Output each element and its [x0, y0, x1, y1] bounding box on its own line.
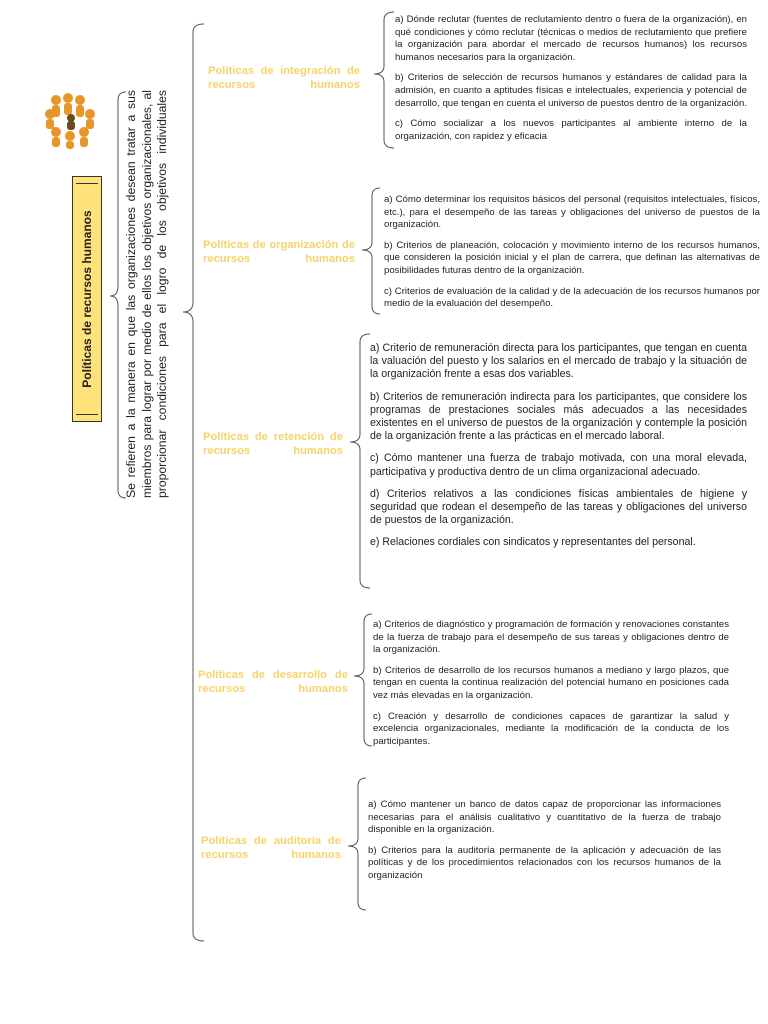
list-item: c) Cómo mantener una fuerza de trabajo motivada, con una moral elevada, participativa y productiva dentro de un clima organizacional adecuado.: [370, 452, 747, 478]
list-item: a) Cómo determinar los requisitos básicos del personal (requisitos intelectuales, físicos, etc.), para el desempeño de las tareas y obligaciones del universo de puestos de la organización.: [384, 194, 760, 231]
list-item: d) Criterios relativos a las condiciones físicas ambientales de higiene y seguridad que rodean el desempeño de las tareas y obligaciones del universo de puestos de la organización.: [370, 487, 747, 527]
definition-text: Se refieren a la manera en que las organizaciones desean tratar a sus miembros para lograr por medio de ellos los objetivos organizacionales, al proporcionar condiciones para el logro de los objetivos individuales: [124, 90, 169, 498]
items-desarrollo: [373, 619, 729, 756]
diagram-title: Políticas de recursos humanos: [80, 210, 94, 388]
items-integracion: [395, 14, 747, 151]
list-item: a) Criterios de diagnóstico y programación de formación y renovaciones constantes de la fuerza de trabajo para el desempeño de sus tareas y obligaciones dentro de la organización.: [373, 619, 729, 656]
list-item: c) Creación y desarrollo de condiciones capaces de garantizar la salud y excelencia organizacionales, mediante la modificación de la conducta de los participantes.: [373, 710, 729, 747]
items-retencion: [370, 342, 747, 559]
items-auditoria: [368, 799, 721, 891]
brace-policy-desarrollo: [354, 614, 372, 746]
list-item: b) Criterios de planeación, colocación y movimiento interno de los recursos humanos, que consideren la posición inicial y el plan de carrera, que definan las alternativas de posibilidades futuras dentro de la organización.: [384, 239, 760, 276]
list-item: b) Criterios de desarrollo de los recursos humanos a mediano y largo plazos, que tengan en cuenta la continua realización del potencial humano en posiciones cada vez más elevadas en la organización.: [373, 664, 729, 701]
policy-label-retencion: Políticas de retención de recursos humanos: [203, 431, 343, 457]
policy-label-integracion: Políticas de integración de recursos humanos: [208, 65, 360, 91]
list-item: b) Criterios de selección de recursos humanos y estándares de calidad para la admisión, en cuanto a aptitudes físicas e intelectuales, experiencia y potencial de desarrollo, que tengan en cuenta el universo de puestos dentro de la organización.: [395, 72, 748, 109]
list-item: a) Criterio de remuneración directa para los participantes, que tengan en cuenta la valuación del puesto y los salarios en el mercado de trabajo y la situación de la organización frente a esas dos variables.: [370, 342, 747, 381]
list-item: a) Dónde reclutar (fuentes de reclutamiento dentro o fuera de la organización), en qué condiciones y cómo reclutar (técnicas o medios de reclutamiento que prefiere la organización para abordar el mercado de recursos humanos) los recursos humanos necesarios para la organización.: [395, 14, 747, 63]
list-item: c) Cómo socializar a los nuevos participantes al ambiente interno de la organización, con rapidez y eficacia: [395, 118, 747, 142]
list-item: b) Criterios para la auditoría permanente de la aplicación y adecuación de las políticas y de los procedimientos relacionados con los recursos humanos de la organización: [368, 844, 721, 881]
list-item: c) Criterios de evaluación de la calidad y de la adecuación de los recursos humanos por medio de la evaluación del desempeño.: [384, 285, 760, 310]
list-item: e) Relaciones cordiales con sindicatos y representantes del personal.: [370, 536, 696, 549]
list-item: b) Criterios de remuneración indirecta para los participantes, que considere los programas de prestaciones sociales más adecuados a las necesidades existentes en el universo de puestos de la organización y contemple la posición de la organización frente a las prácticas en el mercado laboral.: [370, 390, 747, 443]
items-organizacion: [384, 194, 760, 319]
brace-policy-integracion: [374, 12, 394, 148]
policy-label-organizacion: Políticas de organización de recursos humanos: [203, 239, 355, 265]
people-group-icon: [40, 92, 102, 150]
brace-policy-organizacion: [362, 188, 380, 314]
policy-label-desarrollo: Políticas de desarrollo de recursos humanos: [198, 669, 348, 695]
brace-policy-auditoria: [348, 778, 366, 910]
policy-label-auditoria: Políticas de auditoría de recursos humanos: [201, 835, 341, 861]
brace-policy-retencion: [350, 334, 370, 588]
brace-main: [183, 24, 204, 941]
list-item: a) Cómo mantener un banco de datos capaz de proporcionar las informaciones necesarias para el análisis cualitativo y cuantitativo de la fuerza de trabajo disponible en la organización.: [368, 799, 721, 836]
title-box: [72, 176, 102, 422]
